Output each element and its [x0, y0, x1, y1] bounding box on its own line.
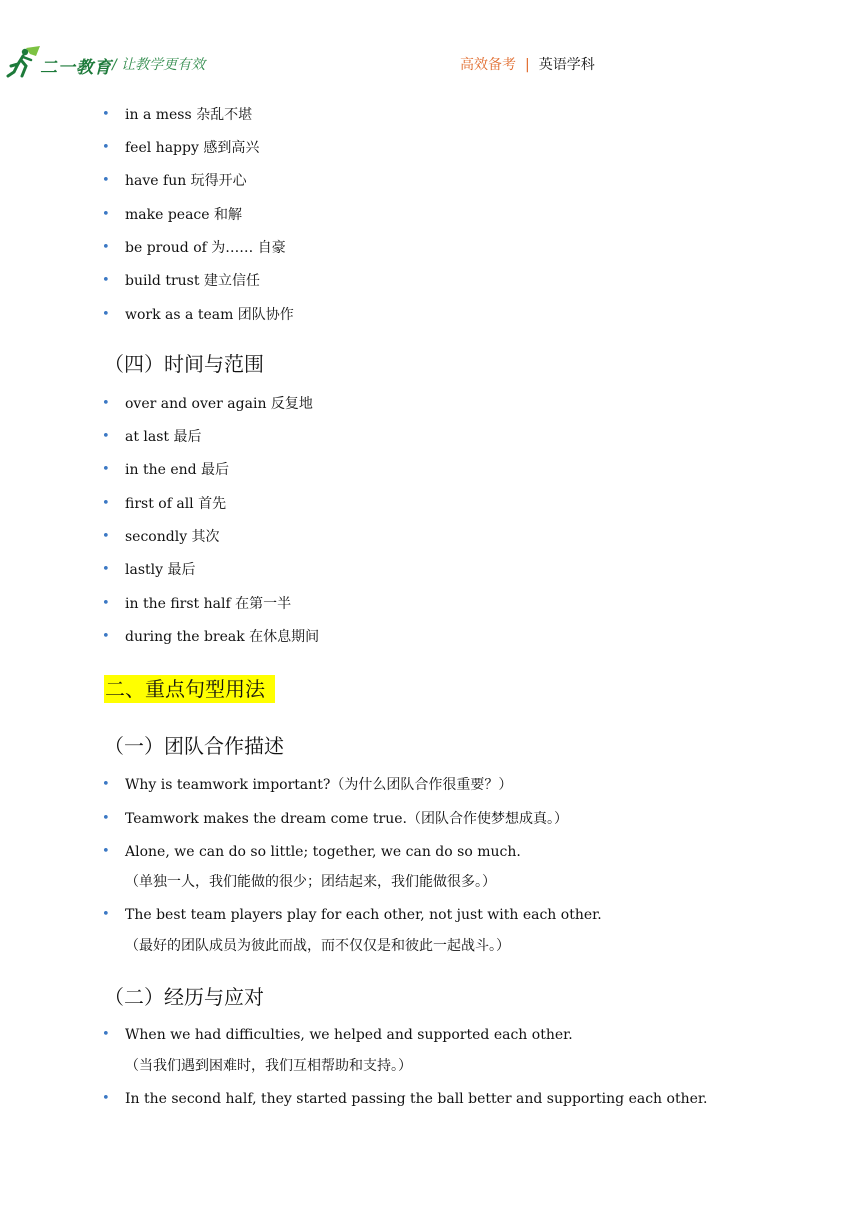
- bullet-icon: •: [102, 396, 110, 411]
- bullet-icon: •: [102, 811, 110, 826]
- section-heading-teamwork: （一）团队合作描述: [104, 734, 284, 758]
- bullet-icon: •: [102, 207, 110, 222]
- exam-label: 高效备考: [460, 57, 516, 73]
- bullet-icon: •: [102, 1091, 110, 1106]
- bullet-icon: •: [102, 529, 110, 544]
- bullet-icon: •: [102, 273, 110, 288]
- translation-line: （单独一人，我们能做的很少；团结起来，我们能做很多。）: [125, 874, 496, 890]
- bullet-icon: •: [102, 307, 110, 322]
- bullet-icon: •: [102, 562, 110, 577]
- part-heading-key-sentences: 二、重点句型用法: [104, 675, 275, 703]
- bullet-icon: •: [102, 429, 110, 444]
- section-heading-time-range: （四）时间与范围: [104, 352, 264, 376]
- translation-line: （最好的团队成员为彼此而战，而不仅仅是和彼此一起战斗。）: [125, 938, 510, 954]
- header-separator: |: [525, 57, 530, 73]
- page-header: [0, 42, 860, 82]
- bullet-icon: •: [102, 907, 110, 922]
- brand-slogan: / 让教学更有效: [112, 57, 206, 73]
- running-person-logo-icon: [6, 46, 44, 80]
- bullet-icon: •: [102, 1027, 110, 1042]
- header-subject-info: [460, 54, 595, 74]
- bullet-icon: •: [102, 596, 110, 611]
- bullet-icon: •: [102, 140, 110, 155]
- bullet-icon: •: [102, 629, 110, 644]
- bullet-icon: •: [102, 462, 110, 477]
- bullet-icon: •: [102, 173, 110, 188]
- bullet-icon: •: [102, 844, 110, 859]
- brand-name: 二一教育: [40, 58, 112, 78]
- bullet-icon: •: [102, 107, 110, 122]
- bullet-icon: •: [102, 777, 110, 792]
- section-heading-experience: （二）经历与应对: [104, 985, 264, 1009]
- translation-line: （当我们遇到困难时，我们互相帮助和支持。）: [125, 1058, 412, 1074]
- bullet-icon: •: [102, 240, 110, 255]
- subject-label: 英语学科: [538, 57, 595, 73]
- bullet-icon: •: [102, 496, 110, 511]
